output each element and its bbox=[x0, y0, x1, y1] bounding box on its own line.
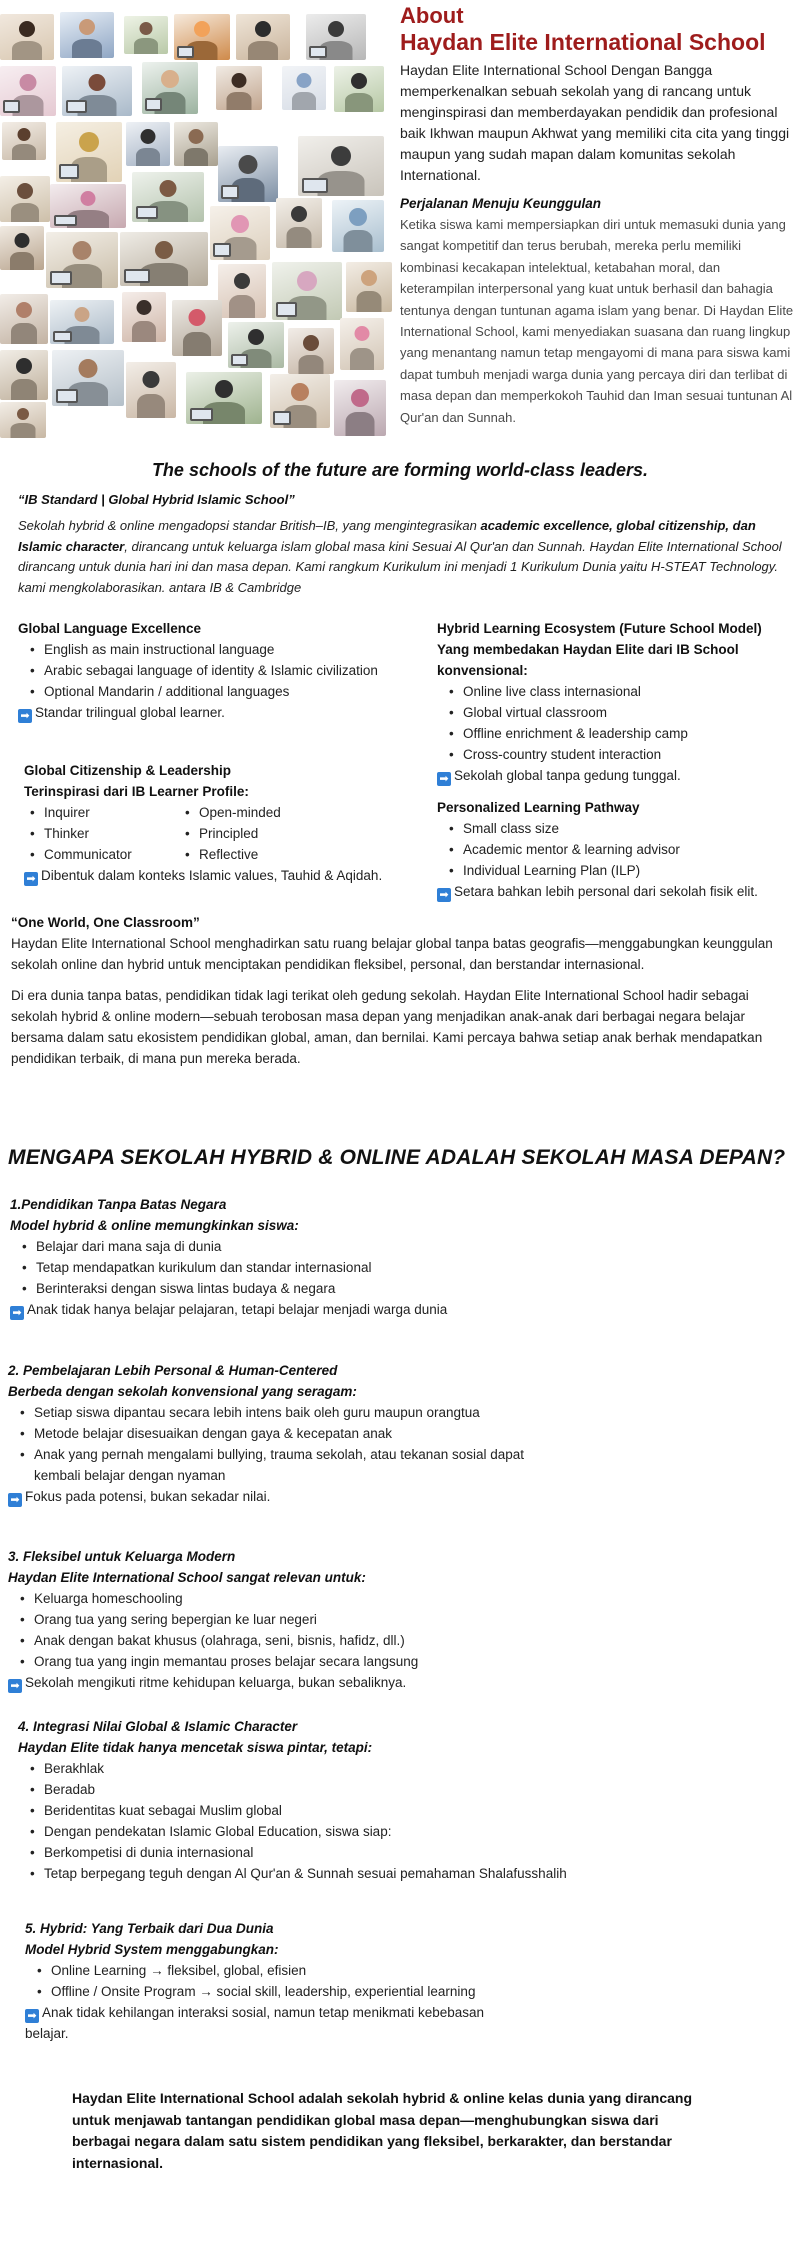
student-photo bbox=[0, 294, 48, 344]
tagline: The schools of the future are forming world-class leaders. bbox=[151, 460, 649, 480]
why-heading: MENGAPA SEKOLAH HYBRID & ONLINE ADALAH SEKOLAH MASA DEPAN? bbox=[8, 1146, 786, 1169]
ecosystem-note bbox=[437, 765, 787, 786]
arrow-right-icon: ➡ bbox=[437, 888, 451, 902]
list-item: • Open-minded bbox=[173, 802, 338, 823]
ib-standard-title: “IB Standard | Global Hybrid Islamic School” bbox=[18, 492, 295, 507]
ecosystem-title: Hybrid Learning Ecosystem (Future School Model) bbox=[437, 621, 762, 636]
ecosystem-subtitle: Yang membedakan Haydan Elite dari IB School konvensional: bbox=[437, 642, 739, 678]
school-name-heading: Haydan Elite International School bbox=[400, 29, 766, 55]
student-photo bbox=[142, 62, 198, 114]
ecosystem-block bbox=[437, 618, 787, 786]
list-item: • Offline enrichment & leadership camp bbox=[437, 723, 787, 744]
list-item: • Small class size bbox=[437, 818, 787, 839]
student-photo bbox=[50, 184, 126, 228]
student-photo bbox=[332, 200, 384, 252]
student-photo bbox=[0, 226, 44, 270]
student-photo bbox=[2, 122, 46, 160]
student-photo bbox=[126, 122, 170, 166]
journey-text: Ketika siswa kami mempersiapkan diri untuk memasuki dunia yang sangat kompetitif dan terus berubah, mereka perlu memiliki kombinasi kecakapan intelektual, ketabahan moral, dan keterampilan interpersonal yang kuat untuk berhasil dan bahagia tentunya dengan tuntunan agama islam yang benar. Di Haydan Elite International School, kami menyediakan suasana dan ruang lingkup yang menantang namun tetap mengayomi di mana para siswa kami dapat tumbuh menjadi warga dunia yang percaya diri dan terlibat di masa depan dan memperkokoh Tauhid dan Iman sesuai tuntunan Al Qur'an dan Sunnah. bbox=[400, 217, 794, 425]
ib-standard-text-part: Sekolah hybrid & online mengadopsi standar British–IB, yang mengintegrasikan bbox=[18, 518, 481, 533]
student-photo bbox=[218, 146, 278, 202]
student-photo bbox=[218, 264, 266, 318]
personalized-note-text: Setara bahkan lebih personal dari sekolah fisik elit. bbox=[454, 884, 758, 899]
list-item: • Cross-country student interaction bbox=[437, 744, 787, 765]
list-item: • Berkompetisi di dunia internasional bbox=[18, 1842, 718, 1863]
list-item: • Beridentitas kuat sebagai Muslim global bbox=[18, 1800, 718, 1821]
list-item: • Orang tua yang ingin memantau proses belajar secara langsung bbox=[8, 1651, 568, 1672]
reason-lead: Berbeda dengan sekolah konvensional yang seragam: bbox=[8, 1384, 357, 1399]
list-item: • Dengan pendekatan Islamic Global Education, siswa siap: bbox=[18, 1821, 718, 1842]
learner-profile-list bbox=[18, 802, 438, 865]
list-item: • Belajar dari mana saja di dunia bbox=[10, 1236, 570, 1257]
personalized-block bbox=[437, 797, 787, 902]
arrow-right-icon: ➡ bbox=[24, 872, 38, 886]
student-photo bbox=[174, 122, 218, 166]
student-photo bbox=[210, 206, 270, 260]
learner-profile-left bbox=[18, 802, 183, 865]
student-photo bbox=[306, 14, 366, 60]
student-photo bbox=[124, 16, 168, 54]
list-item: • Anak yang pernah mengalami bullying, trauma sekolah, atau tekanan sosial dapat kembali belajar dengan nyaman bbox=[8, 1444, 538, 1486]
closing-statement: Haydan Elite International School adalah sekolah hybrid & online kelas dunia yang dirancang untuk menjawab tantangan pendidikan global masa depan—menghubungkan siswa dari berbagai negara dalam satu sistem pendidikan yang fleksibel, berkarakter, dan berstandar internasional. bbox=[72, 2090, 693, 2171]
arrow-right-icon: ➡ bbox=[437, 772, 451, 786]
reason-lead: Model Hybrid System menggabungkan: bbox=[25, 1942, 279, 1957]
student-photo bbox=[46, 232, 118, 288]
reason-title: 4. Integrasi Nilai Global & Islamic Character bbox=[18, 1719, 298, 1734]
list-item: • Principled bbox=[173, 823, 338, 844]
reason-section-3 bbox=[8, 1546, 568, 1693]
personalized-list bbox=[437, 818, 787, 881]
ib-standard-text bbox=[18, 516, 788, 598]
list-item: • Inquirer bbox=[18, 802, 183, 823]
student-photo bbox=[174, 14, 230, 60]
list-item: • Anak dengan bakat khusus (olahraga, seni, bisnis, hafidz, dll.) bbox=[8, 1630, 568, 1651]
arrow-right-icon: ➡ bbox=[25, 2009, 39, 2023]
reason-note bbox=[8, 1486, 538, 1507]
one-world-paragraph: Di era dunia tanpa batas, pendidikan tidak lagi terikat oleh gedung sekolah. Haydan Elite International School hadir sebagai sekolah hybrid & online modern—sebuah terobosan masa depan yang menjadikan anak-anak dari berbagai negara belajar bersama dalam satu ekosistem pendidikan global, aman, dan bernilai. Kami percaya bahwa setiap anak berhak mendapatkan pendidikan terbaik, di mana pun mereka berada. bbox=[11, 988, 763, 1066]
student-photo bbox=[0, 66, 56, 116]
student-photo bbox=[126, 362, 176, 418]
arrow-right-icon: ➡ bbox=[8, 1493, 22, 1507]
reason-note bbox=[10, 1299, 570, 1320]
student-photo bbox=[228, 322, 284, 368]
list-item: • Online Learning → fleksibel, global, efisien bbox=[25, 1960, 515, 1981]
student-photo bbox=[52, 350, 124, 406]
ib-standard-text-bold: academic excellence, global citizenship, dan Islamic character bbox=[18, 518, 756, 554]
one-world-paragraph: Haydan Elite International School menghadirkan satu ruang belajar global tanpa batas geografis—menggabungkan keunggulan sekolah online dan hybrid untuk menciptakan pendidikan fleksibel, personal, dan berstandar internasional. bbox=[11, 936, 773, 972]
student-photo bbox=[346, 262, 392, 312]
reason-list bbox=[8, 1588, 568, 1672]
student-photo bbox=[276, 198, 322, 248]
list-item: • Tetap berpegang teguh dengan Al Qur'an & Sunnah sesuai pemahaman Shalafusshalih bbox=[18, 1863, 718, 1884]
student-photo bbox=[216, 66, 262, 110]
citizenship-subtitle: Terinspirasi dari IB Learner Profile: bbox=[24, 784, 249, 799]
student-photo bbox=[282, 66, 326, 110]
reason-list bbox=[25, 1960, 515, 2002]
student-photo bbox=[56, 122, 122, 182]
list-item: • Communicator bbox=[18, 844, 183, 865]
reason-title: 3. Fleksibel untuk Keluarga Modern bbox=[8, 1549, 236, 1564]
reason-section-1 bbox=[10, 1194, 570, 1320]
learner-profile-right bbox=[173, 802, 338, 865]
list-item: • Reflective bbox=[173, 844, 338, 865]
language-note-text: Standar trilingual global learner. bbox=[35, 705, 225, 720]
student-photo bbox=[172, 300, 222, 356]
reason-list bbox=[8, 1402, 538, 1486]
about-intro: Haydan Elite International School Dengan Bangga memperkenalkan sebuah sekolah yang di rancang untuk menginspirasi dan memberdayakan pendidik dan profesional baik Ikhwan maupun Akhwat yang memiliki cita cita yang tinggi maupun yang sudah mapan dalam komunitas sekolah International. bbox=[400, 62, 790, 183]
student-photo bbox=[288, 328, 334, 374]
reason-lead: Haydan Elite International School sangat relevan untuk: bbox=[8, 1570, 366, 1585]
reason-note-text: Sekolah mengikuti ritme kehidupan keluarga, bukan sebaliknya. bbox=[25, 1675, 407, 1690]
student-photo bbox=[236, 14, 290, 60]
list-item: • Optional Mandarin / additional languages bbox=[18, 681, 428, 702]
list-item: • Arabic sebagai language of identity & Islamic civilization bbox=[18, 660, 428, 681]
list-item: • Beradab bbox=[18, 1779, 718, 1800]
reason-section-5 bbox=[25, 1918, 515, 2044]
language-title: Global Language Excellence bbox=[18, 621, 202, 636]
student-photo bbox=[340, 318, 384, 370]
citizenship-note-text: Dibentuk dalam konteks Islamic values, Tauhid & Aqidah. bbox=[41, 868, 383, 883]
journey-title: Perjalanan Menuju Keunggulan bbox=[400, 196, 602, 211]
ib-standard-block bbox=[18, 490, 788, 598]
student-photo bbox=[0, 14, 54, 60]
list-item: • Online live class internasional bbox=[437, 681, 787, 702]
arrow-right-icon: ➡ bbox=[18, 709, 32, 723]
list-item: • English as main instructional language bbox=[18, 639, 428, 660]
list-item: • Keluarga homeschooling bbox=[8, 1588, 568, 1609]
reason-note-text: Fokus pada potensi, bukan sekadar nilai. bbox=[25, 1489, 271, 1504]
reason-list bbox=[18, 1758, 718, 1884]
about-title: About bbox=[400, 3, 464, 28]
reason-title: 1.Pendidikan Tanpa Batas Negara bbox=[10, 1197, 227, 1212]
citizenship-block bbox=[18, 760, 438, 886]
one-world-title: “One World, One Classroom” bbox=[11, 915, 200, 930]
language-list bbox=[18, 639, 428, 702]
student-photo bbox=[132, 172, 204, 222]
personalized-note bbox=[437, 881, 787, 902]
student-photo bbox=[62, 66, 132, 116]
reason-note bbox=[25, 2002, 515, 2044]
student-photo bbox=[272, 262, 342, 320]
student-photo-collage bbox=[0, 0, 392, 438]
student-photo bbox=[270, 374, 330, 428]
arrow-right-icon: ➡ bbox=[10, 1306, 24, 1320]
list-item: • Metode belajar disesuaikan dengan gaya & kecepatan anak bbox=[8, 1423, 538, 1444]
student-photo bbox=[50, 300, 114, 344]
language-note bbox=[18, 702, 428, 723]
list-item: • Setiap siswa dipantau secara lebih intens baik oleh guru maupun orangtua bbox=[8, 1402, 538, 1423]
list-item: • Thinker bbox=[18, 823, 183, 844]
reason-note bbox=[8, 1672, 568, 1693]
reason-note-text: Anak tidak kehilangan interaksi sosial, namun tetap menikmati kebebasan belajar. bbox=[25, 2005, 485, 2041]
citizenship-note bbox=[18, 865, 438, 886]
reason-title: 2. Pembelajaran Lebih Personal & Human-Centered bbox=[8, 1363, 338, 1378]
arrow-right-icon: ➡ bbox=[8, 1679, 22, 1693]
list-item: • Global virtual classroom bbox=[437, 702, 787, 723]
ib-standard-text-part: , dirancang untuk keluarga islam global masa kini Sesuai Al Qur'an dan Sunnah. Haydan Elite International School dirancang untuk dunia hari ini dan masa depan. Kami rangkum Kurikulum ini menjadi 1 Kurikulum Dunia yaitu H-STEAT Technology. kami mengkolaborasikan. antara IB & Cambridge bbox=[18, 538, 782, 595]
reason-section-4 bbox=[18, 1716, 718, 1884]
student-photo bbox=[122, 292, 166, 342]
reason-list bbox=[10, 1236, 570, 1299]
reason-title: 5. Hybrid: Yang Terbaik dari Dua Dunia bbox=[25, 1921, 274, 1936]
student-photo bbox=[0, 402, 46, 438]
citizenship-title: Global Citizenship & Leadership bbox=[24, 763, 232, 778]
student-photo bbox=[298, 136, 384, 196]
list-item: • Berakhlak bbox=[18, 1758, 718, 1779]
list-item: • Individual Learning Plan (ILP) bbox=[437, 860, 787, 881]
student-photo bbox=[334, 66, 384, 112]
student-photo bbox=[0, 350, 48, 400]
reason-section-2 bbox=[8, 1360, 538, 1507]
list-item: • Orang tua yang sering bepergian ke luar negeri bbox=[8, 1609, 568, 1630]
reason-note-text: Anak tidak hanya belajar pelajaran, tetapi belajar menjadi warga dunia bbox=[27, 1302, 448, 1317]
about-section bbox=[400, 2, 796, 428]
language-block bbox=[18, 618, 428, 723]
student-photo bbox=[334, 380, 386, 436]
student-photo bbox=[186, 372, 262, 424]
reason-lead: Model hybrid & online memungkinkan siswa: bbox=[10, 1218, 299, 1233]
list-item: • Academic mentor & learning advisor bbox=[437, 839, 787, 860]
one-world-block bbox=[11, 912, 791, 1079]
ecosystem-list bbox=[437, 681, 787, 765]
list-item: • Berinteraksi dengan siswa lintas budaya & negara bbox=[10, 1278, 570, 1299]
student-photo bbox=[0, 176, 50, 222]
personalized-title: Personalized Learning Pathway bbox=[437, 800, 640, 815]
student-photo bbox=[120, 232, 208, 286]
list-item: • Tetap mendapatkan kurikulum dan standar internasional bbox=[10, 1257, 570, 1278]
list-item: • Offline / Onsite Program → social skill, leadership, experiential learning bbox=[25, 1981, 515, 2002]
student-photo bbox=[60, 12, 114, 58]
reason-lead: Haydan Elite tidak hanya mencetak siswa pintar, tetapi: bbox=[18, 1740, 373, 1755]
ecosystem-note-text: Sekolah global tanpa gedung tunggal. bbox=[454, 768, 681, 783]
